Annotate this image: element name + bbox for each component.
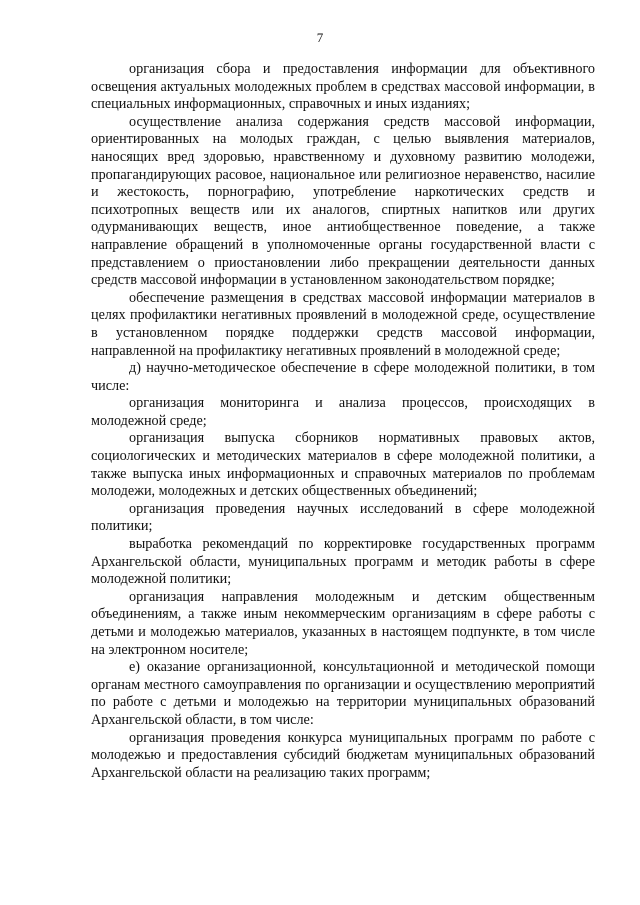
paragraph-item-e-heading: е) оказание организационной, консультационной и методической помощи органам местного самоуправления по организации и осуществлению мероприятий по работе с детьми и молодежью на территории муниципальных образований Архангельской области, в том числе: [91, 659, 595, 728]
paragraph-research: организация проведения научных исследований в сфере молодежной политики; [91, 500, 595, 535]
paragraph-recommendations: выработка рекомендаций по корректировке государственных программ Архангельской области, муниципальных программ и методик работы в сфере молодежной политики; [91, 536, 595, 588]
page-number: 7 [316, 30, 324, 45]
paragraph-media-info-collection: организация сбора и предоставления информации для объективного освещения актуальных молодежных проблем в средствах массовой информации, в специальных информационных, справочных и иных изданиях; [91, 61, 595, 113]
paragraph-media-content-analysis: осуществление анализа содержания средств массовой информации, ориентированных на молодых граждан, с целью выявления материалов, наносящих вред здоровью, нравственному и духовному развитию молодежи, пропагандирующих расовое, национальное или религиозное неравенство, насилие и жестокость, порнографию, употребление наркотических средств и психотропных веществ или их аналогов, спиртных напитков или других одурманивающих веществ, иное антиобщественное поведение, а также направление обращений в уполномоченные органы государственной власти с представлением о приостановлении либо прекращении деятельности данных средств массовой информации в установленном законодательством порядке; [91, 113, 595, 289]
paragraph-materials-distribution: организация направления молодежным и детским общественным объединениям, а также иным некоммерческим организациям в сфере работы с детьми и молодежью материалов, указанных в настоящем подпункте, в том числе на электронном носителе; [91, 588, 595, 658]
paragraph-media-placement: обеспечение размещения в средствах массовой информации материалов в целях профилактики негативных проявлений в молодежной среде, осуществление в установленном порядке поддержки средств массовой информации, направленной на профилактику негативных проявлений в молодежной среде; [91, 289, 595, 359]
paragraph-monitoring: организация мониторинга и анализа процессов, происходящих в молодежной среде; [91, 395, 595, 429]
paragraph-item-d-heading: д) научно-методическое обеспечение в сфере молодежной политики, в том числе: [91, 360, 595, 394]
paragraph-publications: организация выпуска сборников нормативных правовых актов, социологических и методических материалов в сфере молодежной политики, а также выпуска иных информационных и справочных материалов по проблемам молодежи, молодежных и детских общественных объединений; [91, 430, 595, 500]
document-body [91, 61, 595, 782]
paragraph-municipal-contest: организация проведения конкурса муниципальных программ по работе с молодежью и предоставления субсидий бюджетам муниципальных образований Архангельской области на реализацию таких программ; [91, 729, 595, 781]
